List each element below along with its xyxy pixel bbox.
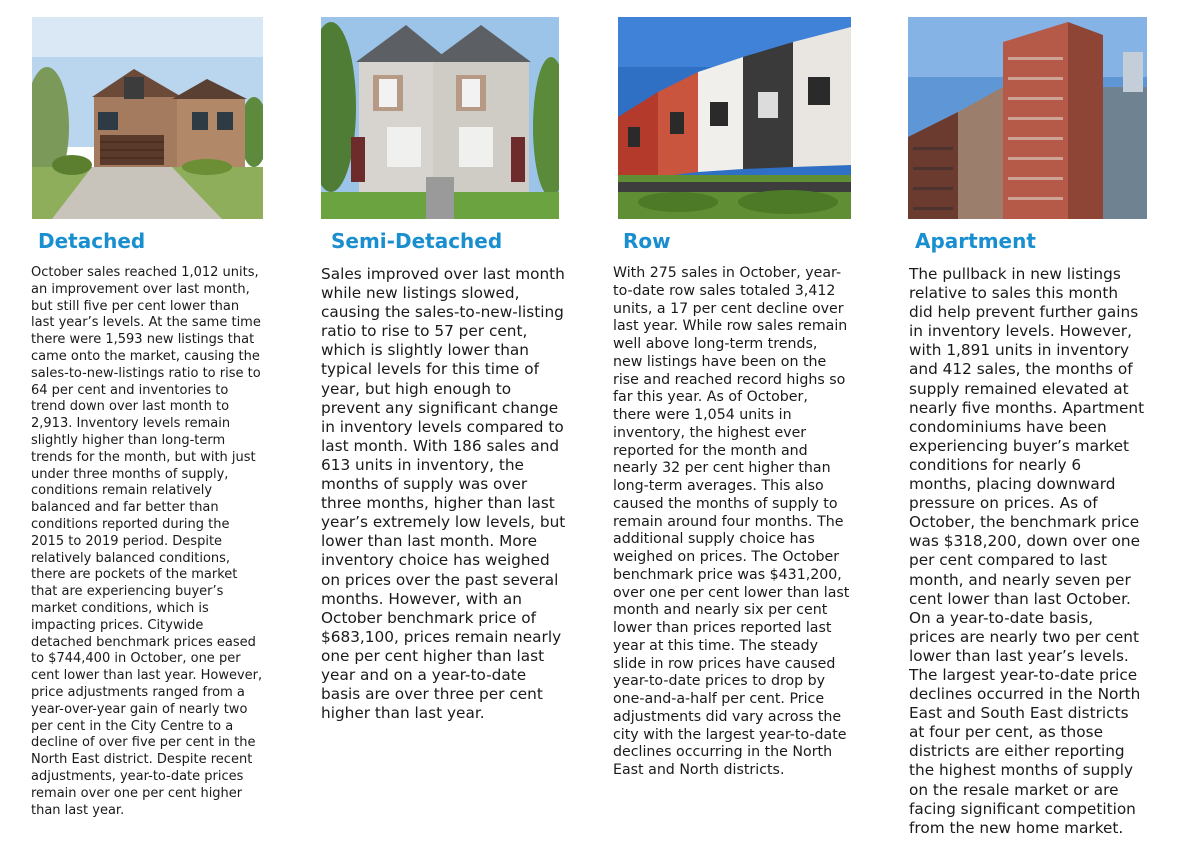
apartment-tower-photo bbox=[908, 17, 1147, 219]
detached-heading: Detached bbox=[38, 229, 146, 253]
detached-house-photo bbox=[32, 17, 263, 219]
row-houses-photo bbox=[618, 17, 851, 219]
apartment-body-text: The pullback in new listings relative to sales this month did help prevent further gains in inventory levels. However, with 1,891 units in inventory and 412 sales, the months of supply remained elevated at nearly five months. Apartment condominiums have been experiencing buyer’s market conditions for nearly 6 months, placing downward pressure on prices. As of October, the benchmark price was $318,200, down over one per cent compared to last month, and nearly seven per cent lower than last October. On a year-to-date basis, prices are nearly two per cent lower than last year’s levels. The largest year-to-date price declines occurred in the North East and South East districts at four per cent, as those districts are either reporting the highest months of supply on the resale market or are facing significant competition from the new home market. bbox=[909, 265, 1145, 837]
apartment-heading: Apartment bbox=[915, 229, 1036, 253]
detached-body-text: October sales reached 1,012 units, an improvement over last month, but still five per cent lower than last year’s levels. At the same time there were 1,593 new listings that came onto the market, causing the sales-to-new-listings ratio to rise to 64 per cent and inventories to trend down over last month to 2,913. Inventory levels remain slightly higher than long-term trends for the month, but with just under three months of supply, conditions remain relatively balanced and far better than conditions reported during the 2015 to 2019 period. Despite relatively balanced conditions, there are pockets of the market that are experiencing buyer’s market conditions, which is impacting prices. Citywide detached benchmark prices eased to $744,400 in October, one per cent lower than last year. However, price adjustments ranged from a year-over-year gain of nearly two per cent in the City Centre to a decline of over five per cent in the North East district. Despite recent adjustments, year-to-date prices remain over one per cent higher than last year. bbox=[31, 265, 263, 818]
semi-detached-house-photo bbox=[321, 17, 559, 219]
row-heading: Row bbox=[623, 229, 671, 253]
semi-detached-heading: Semi-Detached bbox=[331, 229, 503, 253]
semi-detached-body-text: Sales improved over last month while new listings slowed, causing the sales-to-new-listing ratio to rise to 57 per cent, which is slightly lower than typical levels for this time of year, but high enough to prevent any significant change in inventory levels compared to last month. With 186 sales and 613 units in inventory, the months of supply was over three months, higher than last year’s extremely low levels, but lower than last month. More inventory choice has weighed on prices over the past several months. However, with an October benchmark price of $683,100, prices remain nearly one per cent higher than last year and on a year-to-date basis are over three per cent higher than last year. bbox=[321, 265, 566, 723]
row-body-text: With 275 sales in October, year- to-date row sales totaled 3,412 units, a 17 per cent decline over last year. While row sales remain well above long-term trends, new listings have been on the rise and reached record highs so far this year. As of October, there were 1,054 units in inventory, the highest ever reported for the month and nearly 32 per cent higher than long-term averages. This also caused the months of supply to remain around four months. The additional supply choice has weighed on prices. The October benchmark price was $431,200, over one per cent lower than last month and nearly six per cent lower than prices reported last year at this time. The steady slide in row prices have caused year-to-date prices to drop by one-and-a-half per cent. Price adjustments did vary across the city with the largest year-to-date declines occurring in the North East and North districts. bbox=[613, 265, 850, 778]
